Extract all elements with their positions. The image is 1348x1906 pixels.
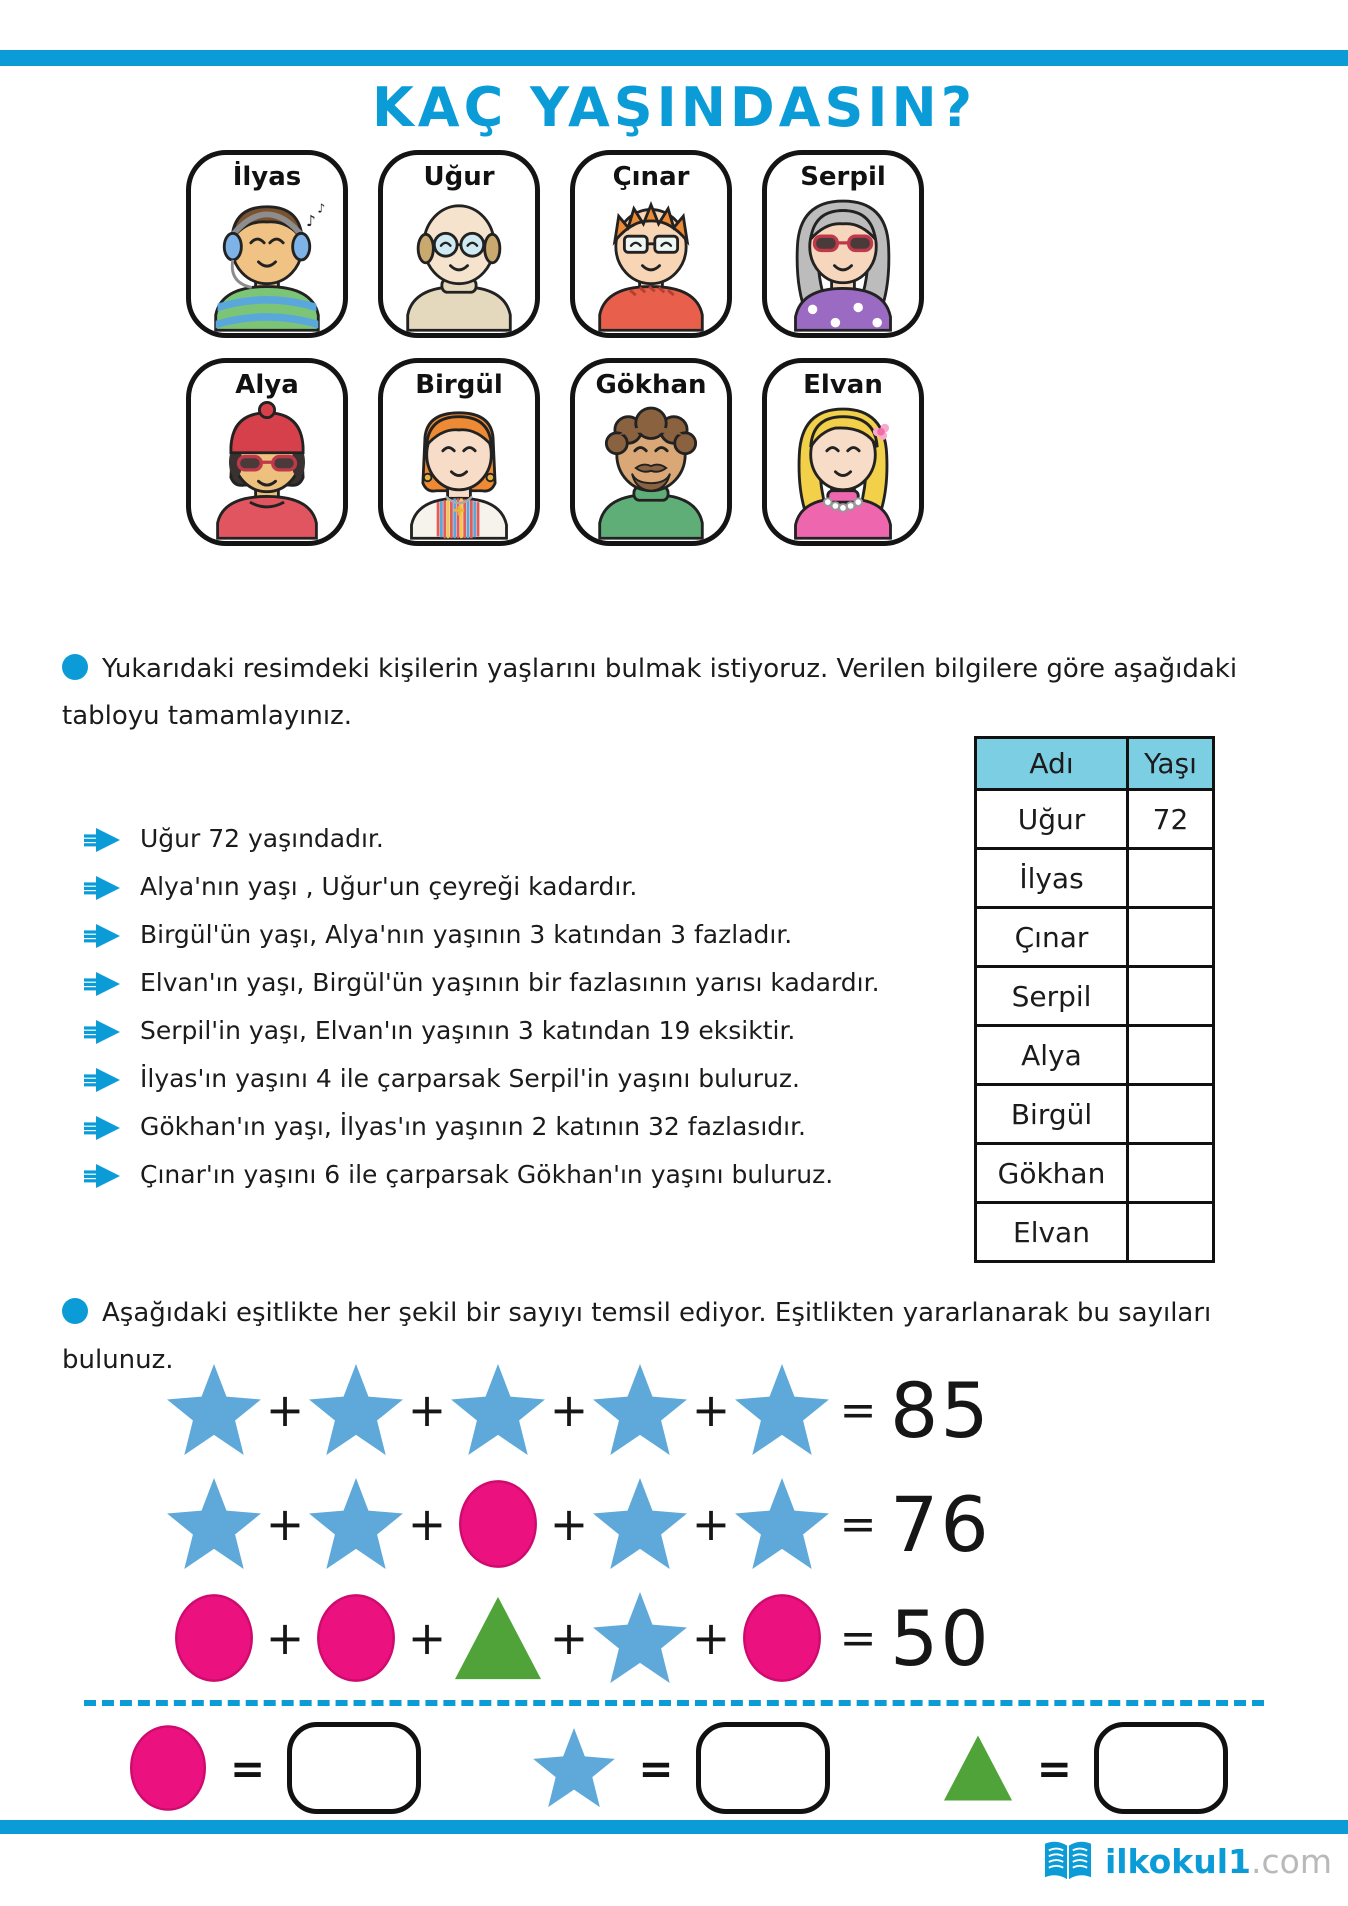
answer-box-circle[interactable] (287, 1722, 421, 1814)
circle-shape (128, 1718, 208, 1818)
portrait-card-ilyas (186, 150, 348, 338)
person-name: İlyas (232, 162, 302, 192)
task2-instruction: Aşağıdaki eşitlikte her şekil bir sayıyı temsil ediyor. Eşitlikten yararlanarak bu sayıları bulunuz. (62, 1298, 1212, 1375)
plus-sign: + (265, 1383, 305, 1437)
age-cell: 72 (1128, 790, 1214, 849)
avatar-birgul-icon (383, 391, 535, 543)
star-shape (592, 1592, 688, 1684)
plus-sign: + (549, 1611, 589, 1665)
column-header-age: Yaşı (1128, 738, 1214, 790)
avatar-gokhan-icon (575, 391, 727, 543)
person-name: Alya (235, 370, 299, 400)
person-name: Elvan (803, 370, 883, 400)
plus-sign: + (407, 1497, 447, 1551)
clue-item (84, 1160, 880, 1189)
portrait-card-elvan (762, 358, 924, 546)
task1-instruction: Yukarıdaki resimdeki kişilerin yaşlarını bulmak istiyoruz. Verilen bilgilere göre aşağıdaki tabloyu tamamlayınız. (62, 654, 1238, 731)
equals-sign: = (1036, 1743, 1072, 1793)
plus-sign: + (691, 1383, 731, 1437)
page-title: KAÇ YAŞINDASIN? (371, 76, 977, 139)
arrow-bullet-icon (84, 921, 124, 949)
star-shape (592, 1478, 688, 1570)
table-row (976, 1203, 1214, 1262)
age-cell[interactable] (1128, 967, 1214, 1026)
table-row (976, 967, 1214, 1026)
star-shape (308, 1478, 404, 1570)
circle-shape (741, 1591, 823, 1685)
bullet-dot-icon (62, 1298, 88, 1324)
top-divider-bar (0, 50, 1348, 66)
star-shape (166, 1364, 262, 1456)
clue-text: Gökhan'ın yaşı, İlyas'ın yaşının 2 katının 32 fazlasıdır. (140, 1112, 807, 1141)
star-shape (532, 1728, 616, 1808)
person-name-cell: Uğur (976, 790, 1128, 849)
answer-box-triangle[interactable] (1094, 1722, 1228, 1814)
portrait-grid (186, 150, 924, 546)
dashed-divider (84, 1700, 1264, 1706)
avatar-ilyas-icon (191, 183, 343, 335)
circle-shape (457, 1477, 539, 1571)
table-row (976, 849, 1214, 908)
svg-text:♪: ♪ (317, 201, 326, 216)
equation-shape-slot (734, 1591, 830, 1685)
clue-item (84, 1112, 880, 1141)
avatar-cinar-icon (575, 183, 727, 335)
clue-text: Uğur 72 yaşındadır. (140, 824, 384, 853)
equation-shape-slot (166, 1591, 262, 1685)
age-cell[interactable] (1128, 908, 1214, 967)
person-name: Çınar (612, 162, 690, 192)
portrait-card-birgul (378, 358, 540, 546)
equation-result: 85 (890, 1365, 991, 1455)
clue-text: İlyas'ın yaşını 4 ile çarparsak Serpil'in yaşını buluruz. (140, 1064, 800, 1093)
equation-shape-slot (450, 1364, 546, 1456)
table-row (976, 1085, 1214, 1144)
avatar-alya-icon (191, 391, 343, 543)
equation-row (166, 1358, 991, 1462)
equation-result: 76 (890, 1479, 991, 1569)
star-shape (308, 1364, 404, 1456)
clue-item (84, 872, 880, 901)
plus-sign: + (691, 1497, 731, 1551)
star-shape (166, 1478, 262, 1570)
arrow-bullet-icon (84, 873, 124, 901)
equation-shape-slot (308, 1591, 404, 1685)
clue-list (84, 824, 880, 1189)
clue-text: Alya'nın yaşı , Uğur'un çeyreği kadardır. (140, 872, 638, 901)
equation-shape-slot (734, 1478, 830, 1570)
answer-row (128, 1718, 1228, 1818)
table-row (976, 1026, 1214, 1085)
equation-shape-slot (450, 1477, 546, 1571)
arrow-bullet-icon (84, 825, 124, 853)
equation-row (166, 1472, 991, 1576)
age-cell[interactable] (1128, 1144, 1214, 1203)
site-logo (1041, 1838, 1332, 1884)
star-shape (592, 1364, 688, 1456)
arrow-bullet-icon (84, 1065, 124, 1093)
portrait-card-serpil (762, 150, 924, 338)
brand-name: ilkokul1 (1104, 1841, 1252, 1881)
bottom-divider-bar (0, 1820, 1348, 1834)
star-shape (734, 1478, 830, 1570)
equation-list (166, 1358, 991, 1690)
clue-item (84, 824, 880, 853)
equation-shape-slot (308, 1478, 404, 1570)
portrait-card-alya (186, 358, 348, 546)
circle-shape (315, 1591, 397, 1685)
clue-item (84, 1064, 880, 1093)
portrait-card-cinar (570, 150, 732, 338)
age-cell[interactable] (1128, 1203, 1214, 1262)
book-icon (1041, 1838, 1095, 1884)
equation-result: 50 (890, 1593, 991, 1683)
equation-shape-slot (166, 1478, 262, 1570)
bullet-dot-icon (62, 654, 88, 680)
table-row (976, 1144, 1214, 1203)
answer-group-circle (128, 1718, 421, 1818)
person-name-cell: Gökhan (976, 1144, 1128, 1203)
star-shape (450, 1364, 546, 1456)
age-cell[interactable] (1128, 849, 1214, 908)
person-name-cell: Çınar (976, 908, 1128, 967)
answer-group-star (532, 1722, 829, 1814)
answer-box-star[interactable] (696, 1722, 830, 1814)
equals-sign: = (839, 1612, 877, 1664)
arrow-bullet-icon (84, 1017, 124, 1045)
person-name-cell: Serpil (976, 967, 1128, 1026)
arrow-bullet-icon (84, 1113, 124, 1141)
equation-shape-slot (592, 1592, 688, 1684)
clue-item (84, 920, 880, 949)
svg-text:♪: ♪ (305, 211, 316, 230)
star-shape (734, 1364, 830, 1456)
arrow-bullet-icon (84, 1161, 124, 1189)
plus-sign: + (691, 1611, 731, 1665)
avatar-ugur-icon (383, 183, 535, 335)
circle-shape (173, 1591, 255, 1685)
plus-sign: + (407, 1611, 447, 1665)
equation-shape-slot (592, 1478, 688, 1570)
clue-item (84, 1016, 880, 1045)
person-name: Gökhan (595, 370, 707, 400)
avatar-elvan-icon (767, 391, 919, 543)
plus-sign: + (549, 1497, 589, 1551)
portrait-card-ugur (378, 150, 540, 338)
person-name-cell: Elvan (976, 1203, 1128, 1262)
task1-instruction-block (62, 646, 1294, 740)
person-name-cell: Alya (976, 1026, 1128, 1085)
equation-shape-slot (308, 1364, 404, 1456)
equation-shape-slot (734, 1364, 830, 1456)
person-name: Serpil (800, 162, 886, 192)
triangle-shape (450, 1595, 546, 1681)
person-name: Uğur (423, 162, 495, 192)
column-header-name: Adı (976, 738, 1128, 790)
plus-sign: + (265, 1497, 305, 1551)
ages-table (974, 736, 1215, 1263)
equals-sign: = (839, 1384, 877, 1436)
equals-sign: = (230, 1743, 266, 1793)
brand-suffix: .com (1251, 1841, 1332, 1881)
portrait-card-gokhan (570, 358, 732, 546)
plus-sign: + (407, 1383, 447, 1437)
equals-sign: = (638, 1743, 674, 1793)
clue-text: Birgül'ün yaşı, Alya'nın yaşının 3 katından 3 fazladır. (140, 920, 793, 949)
clue-item (84, 968, 880, 997)
answer-group-triangle (941, 1722, 1228, 1814)
clue-text: Serpil'in yaşı, Elvan'ın yaşının 3 katından 19 eksiktir. (140, 1016, 796, 1045)
table-row (976, 790, 1214, 849)
clue-text: Elvan'ın yaşı, Birgül'ün yaşının bir fazlasının yarısı kadardır. (140, 968, 880, 997)
age-cell[interactable] (1128, 1085, 1214, 1144)
equation-shape-slot (450, 1595, 546, 1681)
plus-sign: + (265, 1611, 305, 1665)
table-row (976, 908, 1214, 967)
equation-shape-slot (592, 1364, 688, 1456)
age-cell[interactable] (1128, 1026, 1214, 1085)
arrow-bullet-icon (84, 969, 124, 997)
table-header-row (976, 738, 1214, 790)
clue-text: Çınar'ın yaşını 6 ile çarparsak Gökhan'ın yaşını buluruz. (140, 1160, 834, 1189)
person-name-cell: Birgül (976, 1085, 1128, 1144)
equation-row (166, 1586, 991, 1690)
plus-sign: + (549, 1383, 589, 1437)
triangle-shape (941, 1722, 1015, 1814)
person-name: Birgül (415, 370, 503, 400)
person-name-cell: İlyas (976, 849, 1128, 908)
avatar-serpil-icon (767, 183, 919, 335)
equals-sign: = (839, 1498, 877, 1550)
equation-shape-slot (166, 1364, 262, 1456)
